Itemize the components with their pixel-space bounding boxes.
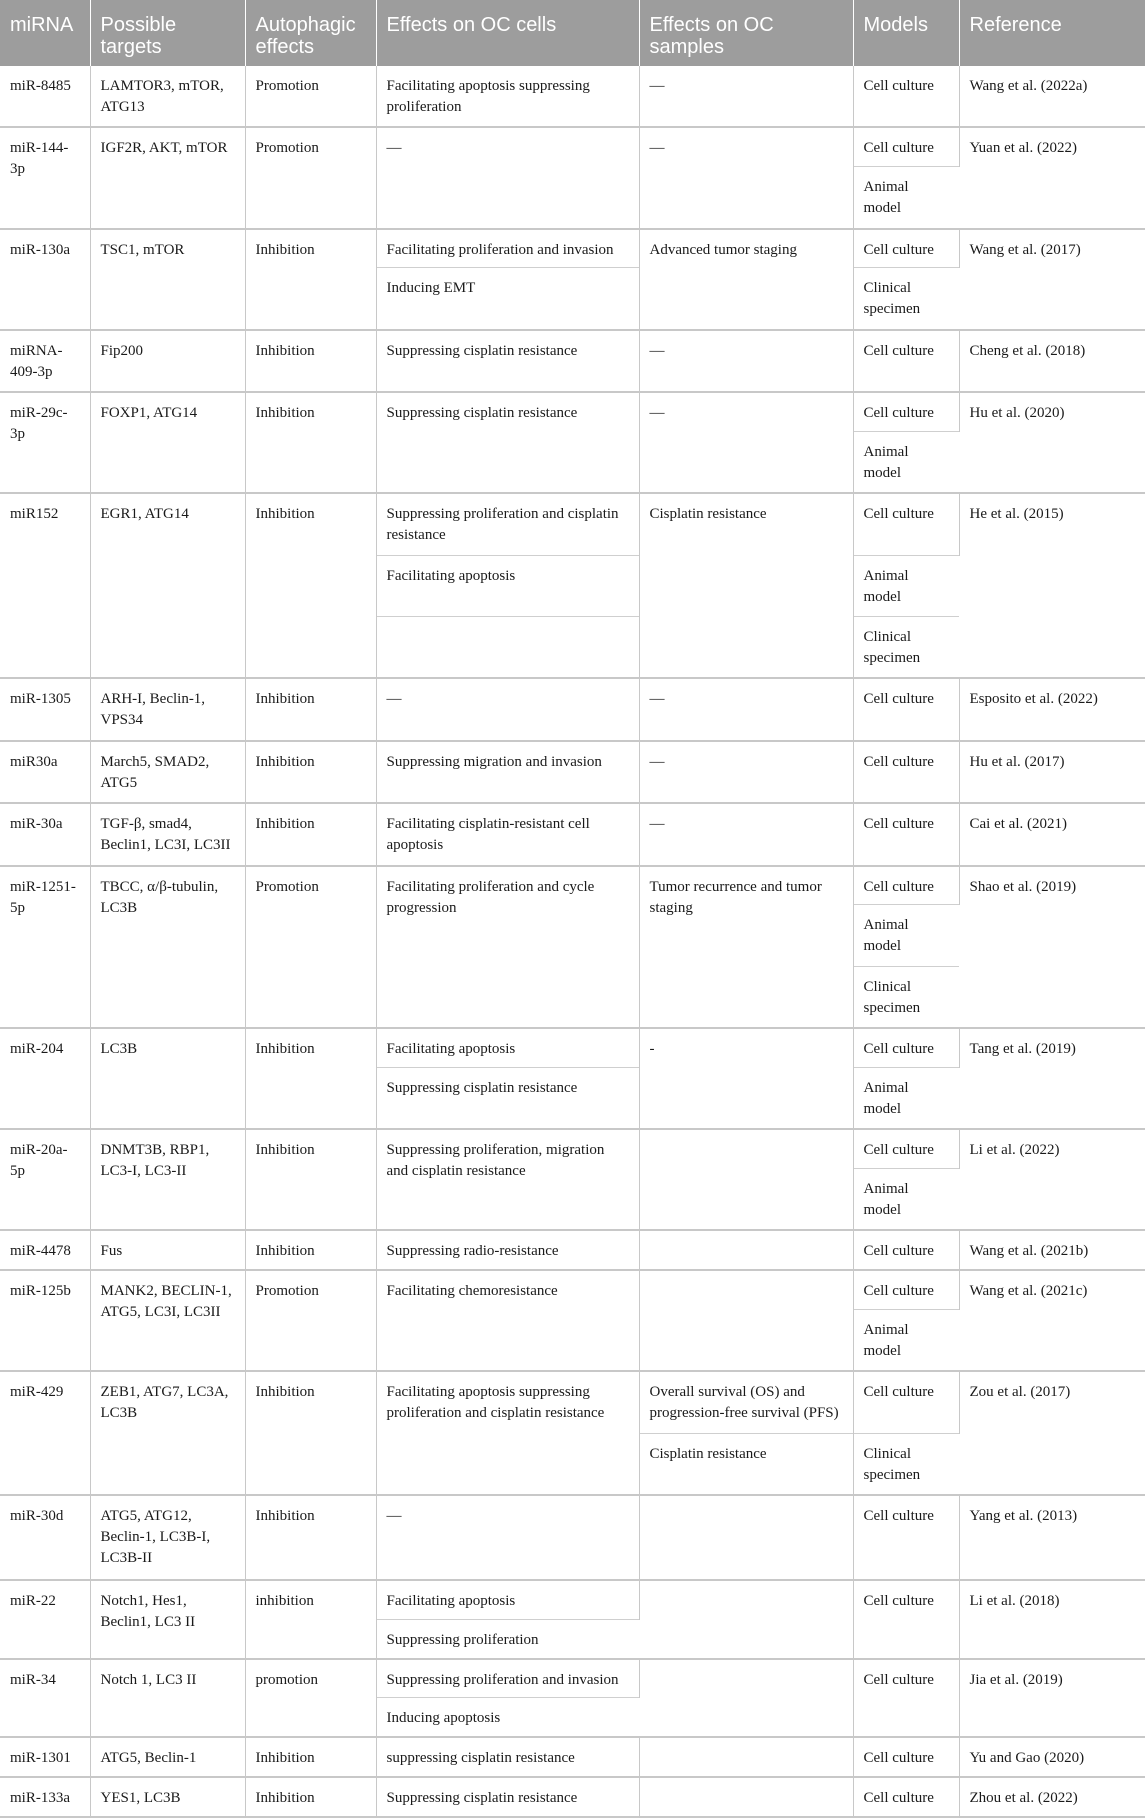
cell-autophagic-effect: Promotion [245, 1270, 376, 1371]
cell-autophagic-effect: Inhibition [245, 1777, 376, 1817]
cell-effect-on-oc-cells: Suppressing cisplatin resistance [376, 1777, 639, 1817]
cell-mirna: miR-22 [0, 1580, 90, 1659]
table-row [0, 1495, 1145, 1580]
cell-mirna: miR-144-3p [0, 127, 90, 228]
cell-possible-targets: Notch1, Hes1, Beclin1, LC3 II [90, 1580, 245, 1659]
cell-model: Cell culture [853, 866, 959, 905]
cell-effect-on-oc-samples [639, 1580, 853, 1659]
cell-mirna: miR-30d [0, 1495, 90, 1580]
cell-effect-on-oc-samples [639, 1129, 853, 1230]
cell-autophagic-effect: inhibition [245, 1580, 376, 1659]
table-row [0, 127, 1145, 166]
cell-model: Cell culture [853, 127, 959, 166]
table-row [0, 803, 1145, 865]
cell-mirna: miR-4478 [0, 1230, 90, 1270]
cell-effect-on-oc-samples: — [639, 66, 853, 127]
cell-model: Cell culture [853, 330, 959, 392]
cell-reference: Yu and Gao (2020) [969, 1750, 1085, 1767]
cell-reference: Cai et al. (2021) [969, 816, 1067, 833]
header-effects-on-oc-samples: Effects on OC samples [639, 0, 853, 66]
cell-effect-on-oc-cells: Inducing apoptosis [376, 1698, 639, 1737]
table-row [0, 866, 1145, 905]
table-row [0, 1270, 1145, 1309]
cell-effect-on-oc-cells: Suppressing migration and invasion [376, 741, 639, 803]
cell-mirna: miR30a [0, 741, 90, 803]
cell-mirna: miR-8485 [0, 66, 90, 127]
cell-autophagic-effect: Inhibition [245, 392, 376, 493]
cell-mirna: miR-1301 [0, 1737, 90, 1777]
cell-autophagic-effect: Promotion [245, 66, 376, 127]
header-models: Models [853, 0, 959, 66]
cell-model: Cell culture [853, 678, 959, 740]
cell-autophagic-effect: Promotion [245, 866, 376, 1029]
table-row [0, 229, 1145, 268]
cell-effect-on-oc-cells: Facilitating apoptosis suppressing proliferation [376, 66, 639, 127]
cell-mirna: miR-204 [0, 1028, 90, 1129]
cell-autophagic-effect: Inhibition [245, 803, 376, 865]
cell-possible-targets: Fip200 [90, 330, 245, 392]
table-row [0, 1659, 1145, 1698]
cell-model: Cell culture [853, 1230, 959, 1270]
table-row [0, 392, 1145, 431]
cell-reference: Cheng et al. (2018) [969, 342, 1086, 359]
cell-model: Cell culture [853, 1777, 959, 1817]
cell-possible-targets: Notch 1, LC3 II [90, 1659, 245, 1738]
table-row [0, 330, 1145, 392]
cell-mirna: miR-130a [0, 229, 90, 330]
cell-possible-targets: ATG5, ATG12, Beclin-1, LC3B-I, LC3B-II [90, 1495, 245, 1580]
cell-effect-on-oc-samples: Cisplatin resistance [639, 1433, 853, 1495]
cell-effect-on-oc-samples [639, 1270, 853, 1371]
cell-mirna: miR-133a [0, 1777, 90, 1817]
cell-possible-targets: ZEB1, ATG7, LC3A, LC3B [90, 1371, 245, 1495]
cell-effect-on-oc-cells: Suppressing cisplatin resistance [376, 1067, 639, 1129]
header-possible-targets: Possible targets [90, 0, 245, 66]
cell-mirna: miR-29c-3p [0, 392, 90, 493]
table-row [0, 493, 1145, 555]
cell-possible-targets: FOXP1, ATG14 [90, 392, 245, 493]
cell-effect-on-oc-cells: Facilitating apoptosis [376, 1028, 639, 1067]
cell-effect-on-oc-cells: Inducing EMT [376, 268, 639, 330]
cell-autophagic-effect: Inhibition [245, 330, 376, 392]
cell-model: Cell culture [853, 1270, 959, 1309]
cell-possible-targets: EGR1, ATG14 [90, 493, 245, 678]
cell-possible-targets: ATG5, Beclin-1 [90, 1737, 245, 1777]
cell-reference: Wang et al. (2021b) [969, 1243, 1089, 1260]
cell-reference: Wang et al. (2022a) [969, 78, 1088, 94]
cell-autophagic-effect: Inhibition [245, 1028, 376, 1129]
cell-model: Cell culture [853, 392, 959, 431]
cell-autophagic-effect: Inhibition [245, 493, 376, 678]
cell-model: Cell culture [853, 66, 959, 127]
cell-possible-targets: TBCC, α/β-tubulin, LC3B [90, 866, 245, 1029]
cell-mirna: miR152 [0, 493, 90, 678]
cell-reference: Zou et al. (2017) [969, 1384, 1071, 1401]
cell-possible-targets: YES1, LC3B [90, 1777, 245, 1817]
cell-reference: Yuan et al. (2022) [969, 140, 1077, 157]
cell-model: Animal model [853, 431, 959, 493]
table-row [0, 66, 1145, 127]
cell-possible-targets: ARH-I, Beclin-1, VPS34 [90, 678, 245, 740]
cell-autophagic-effect: Promotion [245, 127, 376, 228]
cell-possible-targets: LC3B [90, 1028, 245, 1129]
cell-model: Cell culture [853, 1371, 959, 1433]
table-row [0, 741, 1145, 803]
cell-model: Clinical specimen [853, 268, 959, 330]
cell-autophagic-effect: Inhibition [245, 1371, 376, 1495]
cell-effect-on-oc-cells: Facilitating apoptosis suppressing proliferation and cisplatin resistance [376, 1371, 639, 1495]
cell-effect-on-oc-samples: — [639, 127, 853, 228]
table-row [0, 1230, 1145, 1270]
cell-model: Cell culture [853, 803, 959, 865]
table-row [0, 1737, 1145, 1777]
cell-effect-on-oc-samples: — [639, 678, 853, 740]
cell-possible-targets: TSC1, mTOR [90, 229, 245, 330]
cell-effect-on-oc-samples: Tumor recurrence and tumor staging [639, 866, 853, 1029]
cell-reference: Jia et al. (2019) [969, 1671, 1063, 1688]
cell-model: Animal model [853, 167, 959, 229]
cell-possible-targets: DNMT3B, RBP1, LC3-I, LC3-II [90, 1129, 245, 1230]
cell-mirna: miRNA-409-3p [0, 330, 90, 392]
cell-reference: Yang et al. (2013) [969, 1508, 1078, 1525]
cell-effect-on-oc-cells: Suppressing cisplatin resistance [376, 392, 639, 493]
cell-possible-targets: LAMTOR3, mTOR, ATG13 [90, 66, 245, 127]
cell-reference: Hu et al. (2017) [969, 753, 1065, 770]
cell-effect-on-oc-samples [639, 1737, 853, 1777]
cell-autophagic-effect: promotion [245, 1659, 376, 1738]
cell-effect-on-oc-cells: Suppressing proliferation and invasion [376, 1659, 639, 1698]
cell-effect-on-oc-cells: Facilitating proliferation and invasion [376, 229, 639, 268]
cell-reference: He et al. (2015) [969, 506, 1064, 523]
cell-model: Animal model [853, 1309, 959, 1371]
header-mirna: miRNA [0, 0, 90, 66]
cell-mirna: miR-34 [0, 1659, 90, 1738]
cell-effect-on-oc-cells: Facilitating apoptosis [376, 555, 639, 616]
cell-model: Cell culture [853, 741, 959, 803]
cell-effect-on-oc-samples: Overall survival (OS) and progression-free survival (PFS) [639, 1371, 853, 1433]
table-row [0, 1028, 1145, 1067]
cell-possible-targets: MANK2, BECLIN-1, ATG5, LC3I, LC3II [90, 1270, 245, 1371]
cell-reference: Li et al. (2022) [969, 1142, 1060, 1159]
cell-effect-on-oc-samples [639, 1777, 853, 1817]
table-row [0, 1580, 1145, 1619]
cell-effect-on-oc-cells: Facilitating proliferation and cycle progression [376, 866, 639, 1029]
cell-effect-on-oc-samples: Cisplatin resistance [639, 493, 853, 678]
cell-effect-on-oc-samples: — [639, 392, 853, 493]
cell-effect-on-oc-samples [639, 1230, 853, 1270]
cell-possible-targets: IGF2R, AKT, mTOR [90, 127, 245, 228]
cell-model: Animal model [853, 1067, 959, 1129]
cell-autophagic-effect: Inhibition [245, 1495, 376, 1580]
cell-reference: Li et al. (2018) [969, 1593, 1060, 1610]
cell-model: Cell culture [853, 1129, 959, 1168]
cell-mirna: miR-125b [0, 1270, 90, 1371]
cell-effect-on-oc-cells: — [376, 1495, 639, 1580]
cell-mirna: miR-1305 [0, 678, 90, 740]
cell-effect-on-oc-samples: Advanced tumor staging [639, 229, 853, 330]
header-effects-on-oc-cells: Effects on OC cells [376, 0, 639, 66]
table-body [0, 66, 1145, 1817]
cell-model: Cell culture [853, 1659, 959, 1738]
cell-model: Clinical specimen [853, 966, 959, 1028]
cell-model: Animal model [853, 1168, 959, 1230]
cell-model: Cell culture [853, 1737, 959, 1777]
header-autophagic-effects: Autophagic effects [245, 0, 376, 66]
table-row [0, 678, 1145, 740]
cell-reference: Zhou et al. (2022) [969, 1790, 1078, 1807]
cell-model: Clinical specimen [853, 616, 959, 678]
cell-reference: Wang et al. (2021c) [969, 1283, 1088, 1300]
cell-model: Animal model [853, 555, 959, 616]
cell-reference: Shao et al. (2019) [969, 878, 1077, 895]
cell-possible-targets: TGF-β, smad4, Beclin1, LC3I, LC3II [90, 803, 245, 865]
cell-effect-on-oc-samples: — [639, 803, 853, 865]
cell-effect-on-oc-cells: Suppressing radio-resistance [376, 1230, 639, 1270]
cell-effect-on-oc-samples: — [639, 330, 853, 392]
cell-effect-on-oc-cells: — [376, 678, 639, 740]
cell-effect-on-oc-cells: Suppressing proliferation and cisplatin resistance [376, 493, 639, 555]
cell-autophagic-effect: Inhibition [245, 1230, 376, 1270]
cell-autophagic-effect: Inhibition [245, 1737, 376, 1777]
header-reference: Reference [959, 0, 1145, 66]
cell-effect-on-oc-cells: Suppressing cisplatin resistance [376, 330, 639, 392]
cell-effect-on-oc-cells [376, 616, 639, 678]
cell-model: Cell culture [853, 493, 959, 555]
cell-autophagic-effect: Inhibition [245, 1129, 376, 1230]
cell-mirna: miR-1251-5p [0, 866, 90, 1029]
cell-effect-on-oc-cells: Facilitating apoptosis [376, 1580, 639, 1619]
cell-mirna: miR-429 [0, 1371, 90, 1495]
cell-effect-on-oc-cells: Facilitating cisplatin-resistant cell apoptosis [376, 803, 639, 865]
cell-reference: Wang et al. (2017) [969, 241, 1081, 258]
cell-model: Cell culture [853, 1580, 959, 1659]
cell-reference: Hu et al. (2020) [969, 405, 1065, 422]
cell-possible-targets: March5, SMAD2, ATG5 [90, 741, 245, 803]
cell-autophagic-effect: Inhibition [245, 229, 376, 330]
cell-possible-targets: Fus [90, 1230, 245, 1270]
header-row [0, 0, 1145, 66]
cell-mirna: miR-20a-5p [0, 1129, 90, 1230]
cell-model: Cell culture [853, 1495, 959, 1580]
cell-effect-on-oc-cells: Suppressing proliferation, migration and cisplatin resistance [376, 1129, 639, 1230]
cell-autophagic-effect: Inhibition [245, 678, 376, 740]
cell-model: Animal model [853, 905, 959, 966]
cell-model: Clinical specimen [853, 1433, 959, 1495]
cell-effect-on-oc-samples: - [639, 1028, 853, 1129]
cell-model: Cell culture [853, 1028, 959, 1067]
table-row [0, 1129, 1145, 1168]
cell-effect-on-oc-samples: — [639, 741, 853, 803]
cell-reference: Esposito et al. (2022) [969, 691, 1098, 708]
cell-effect-on-oc-samples [639, 1659, 853, 1738]
cell-reference: Tang et al. (2019) [969, 1041, 1076, 1058]
table-row [0, 1371, 1145, 1433]
cell-model: Cell culture [853, 229, 959, 268]
cell-autophagic-effect: Inhibition [245, 741, 376, 803]
cell-effect-on-oc-cells: Suppressing proliferation [376, 1619, 639, 1658]
cell-effect-on-oc-samples [639, 1495, 853, 1580]
cell-effect-on-oc-cells: — [376, 127, 639, 228]
cell-mirna: miR-30a [0, 803, 90, 865]
table-row [0, 1777, 1145, 1817]
cell-effect-on-oc-cells: Facilitating chemoresistance [376, 1270, 639, 1371]
cell-effect-on-oc-cells: suppressing cisplatin resistance [376, 1737, 639, 1777]
